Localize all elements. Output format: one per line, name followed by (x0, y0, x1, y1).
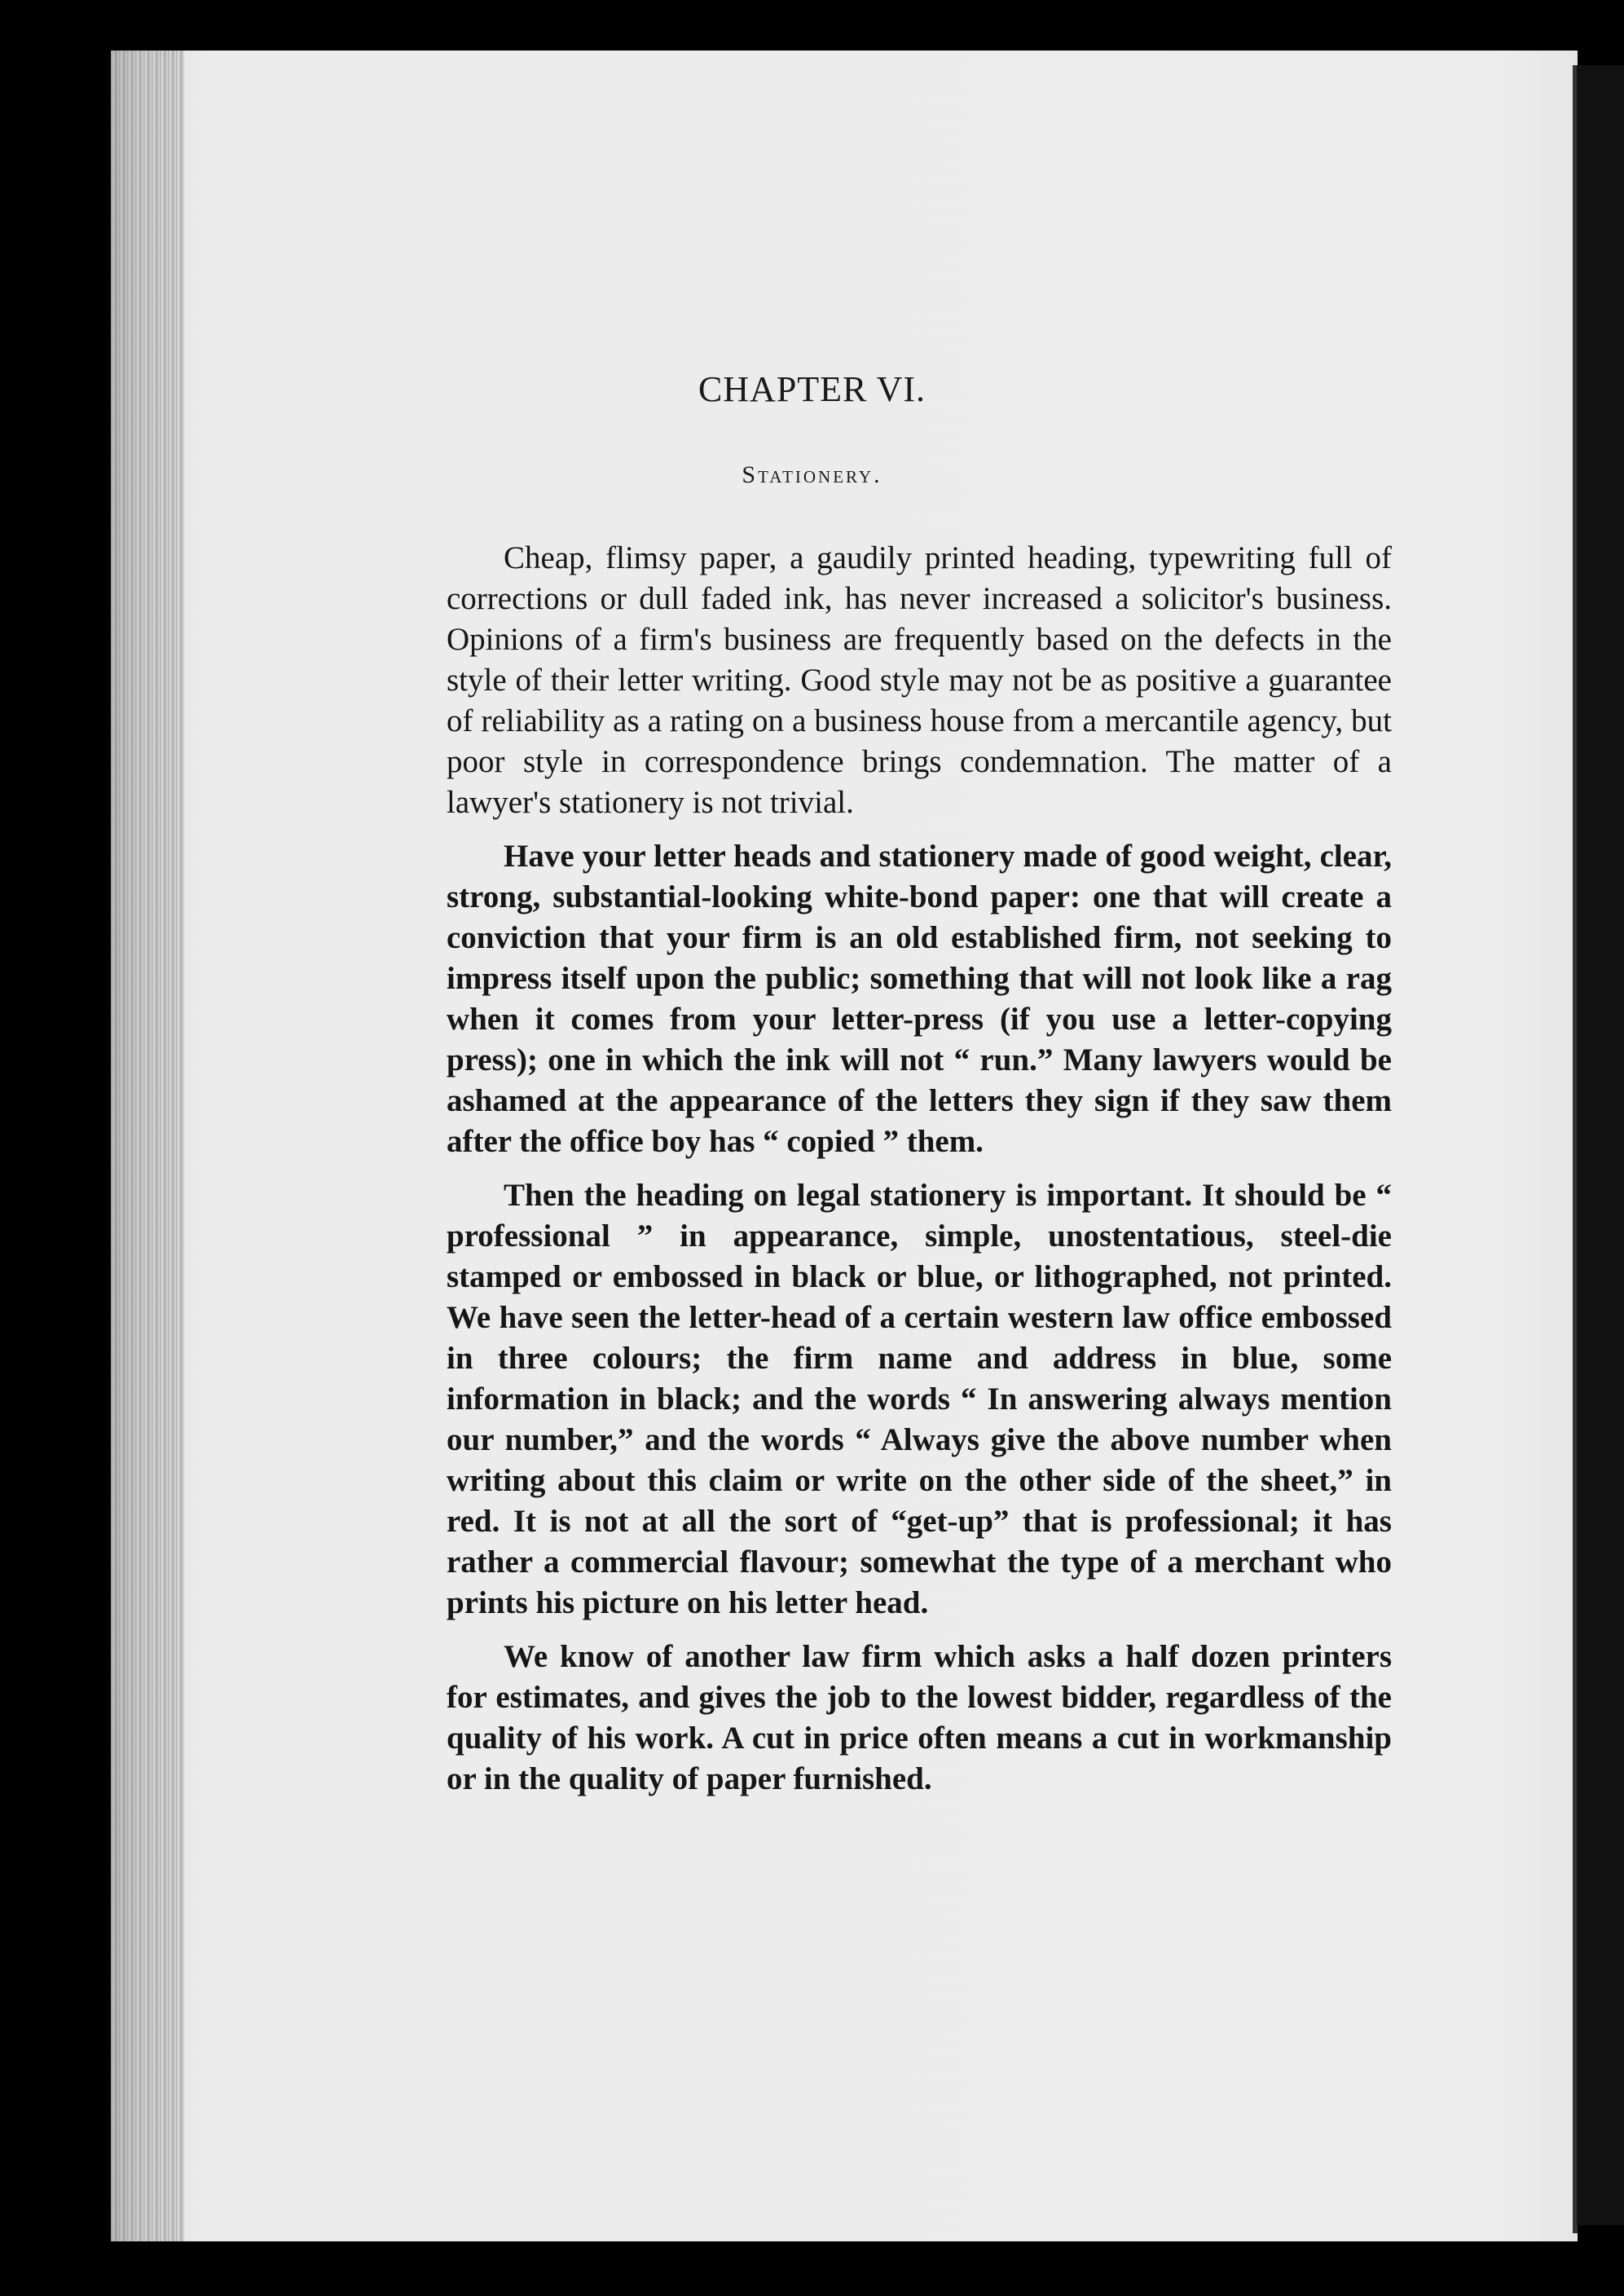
paragraph-3: Then the heading on legal stationery is important. It should be “ professional ” in appearance, simple, unostentatious, steel-die stamped or embossed in black or blue, or lithographed, not printed. We have seen the letter-head of a certain western law office embossed in three colours; the firm name and address in blue, some information in black; and the words “ In answering always mention our number,” and the words “ Always give the above number when writing about this claim or write on the other side of the sheet,” in red. It is not at all the sort of “get-up” that is professional; it has rather a commercial flavour; somewhat the type of a merchant who prints his picture on his letter head. (447, 1178, 1392, 1620)
paragraph-2: Have your letter heads and stationery made of good weight, clear, strong, substantial-looking white-bond paper: one that will create a conviction that your firm is an old established firm, not seeking to impress itself upon the public; something that will not look like a rag when it comes from your letter-press (if you use a letter-copying press); one in which the ink will not “ run.” Many lawyers would be ashamed at the appearance of the letters they sign if they saw them after the office boy has “ copied ” them. (447, 839, 1392, 1159)
section-heading: Stationery. (742, 461, 882, 488)
paragraph-4: We know of another law firm which asks a half dozen printers for estimates, and gives the job to the lowest bidder, regardless of the quality of his work. A cut in price often means a cut in workmanship or in the quality of paper furnished. (447, 1639, 1392, 1796)
paragraph-1: Cheap, flimsy paper, a gaudily printed heading, typewriting full of corrections or dull faded ink, has never increased a solicitor's business. Opinions of a firm's business are frequently based on the defects in the style of their letter writing. Good style may not be as positive a guarantee of reliability as a rating on a business house from a mercantile agency, but poor style in correspondence brings condemnation. The matter of a lawyer's stationery is not trivial. (447, 540, 1392, 820)
body-text (447, 538, 1392, 1813)
chapter-heading: CHAPTER VI. (698, 369, 926, 409)
